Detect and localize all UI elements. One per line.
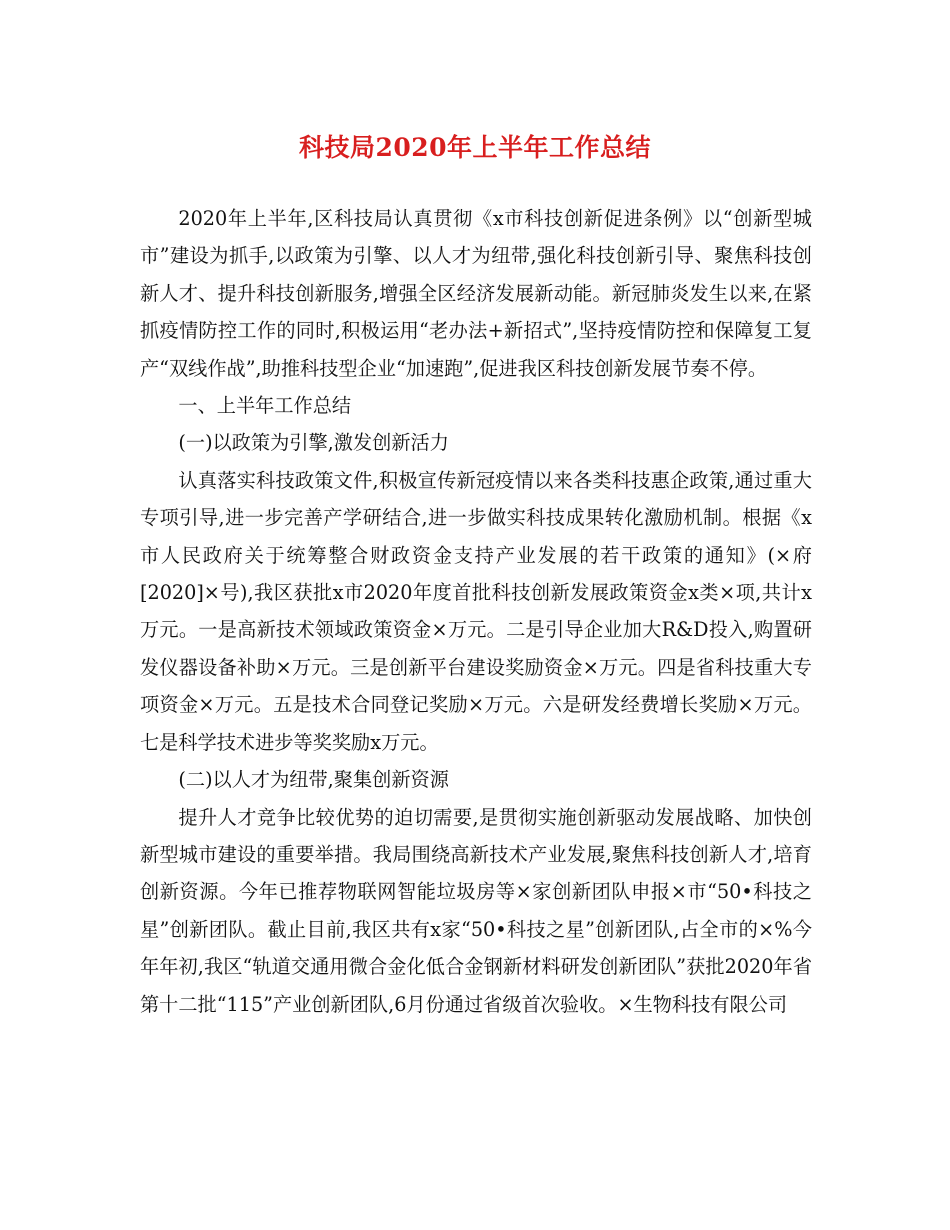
document-body — [140, 200, 812, 1023]
body-paragraph: 提升人才竞争比较优势的迫切需要,是贯彻实施创新驱动发展战略、加快创新型城市建设的重要举措。我局围绕高新技术产业发展,聚焦科技创新人才,培育创新资源。今年已推荐物联网智能垃圾房等×家创新团队申报×市“50•科技之星”创新团队。截止目前,我区共有x家“50•科技之星”创新团队,占全市的×%今年年初,我区“轨道交通用微合金化低合金钢新材料研发创新团队”获批2020年省第十二批“115”产业创新团队,6月份通过省级首次验收。×生物科技有限公司 — [140, 805, 812, 1016]
subsection-heading: (二)以人才为纽带,聚集创新资源 — [178, 768, 449, 792]
intro-paragraph: 2020年上半年,区科技局认真贯彻《x市科技创新促进条例》以“创新型城市”建设为抓手,以政策为引擎、以人才为纽带,强化科技创新引导、聚焦科技创新人才、提升科技创新服务,增强全区经济发展新动能。新冠肺炎发生以来,在紧抓疫情防控工作的同时,积极运用“老办法+新招式”,坚持疫情防控和保障复工复产“双线作战”,助推科技型企业“加速跑”,促进我区科技创新发展节奏不停。 — [140, 207, 812, 380]
subsection-heading: (一)以政策为引擎,激发创新活力 — [178, 431, 449, 455]
document-title: 科技局2020年上半年工作总结 — [298, 133, 652, 162]
body-paragraph: 认真落实科技政策文件,积极宣传新冠疫情以来各类科技惠企政策,通过重大专项引导,进一步完善产学研结合,进一步做实科技成果转化激励机制。根据《x市人民政府关于统筹整合财政资金支持产业发展的若干政策的通知》(×府[2020]×号),我区获批x市2020年度首批科技创新发展政策资金x类×项,共计x万元。一是高新技术领域政策资金×万元。二是引导企业加大R&D投入,购置研发仪器设备补助×万元。三是创新平台建设奖励资金×万元。四是省科技重大专项资金×万元。五是技术合同登记奖励×万元。六是研发经费增长奖励×万元。七是科学技术进步等奖奖励x万元。 — [140, 468, 812, 754]
section-heading: 一、上半年工作总结 — [178, 394, 352, 418]
